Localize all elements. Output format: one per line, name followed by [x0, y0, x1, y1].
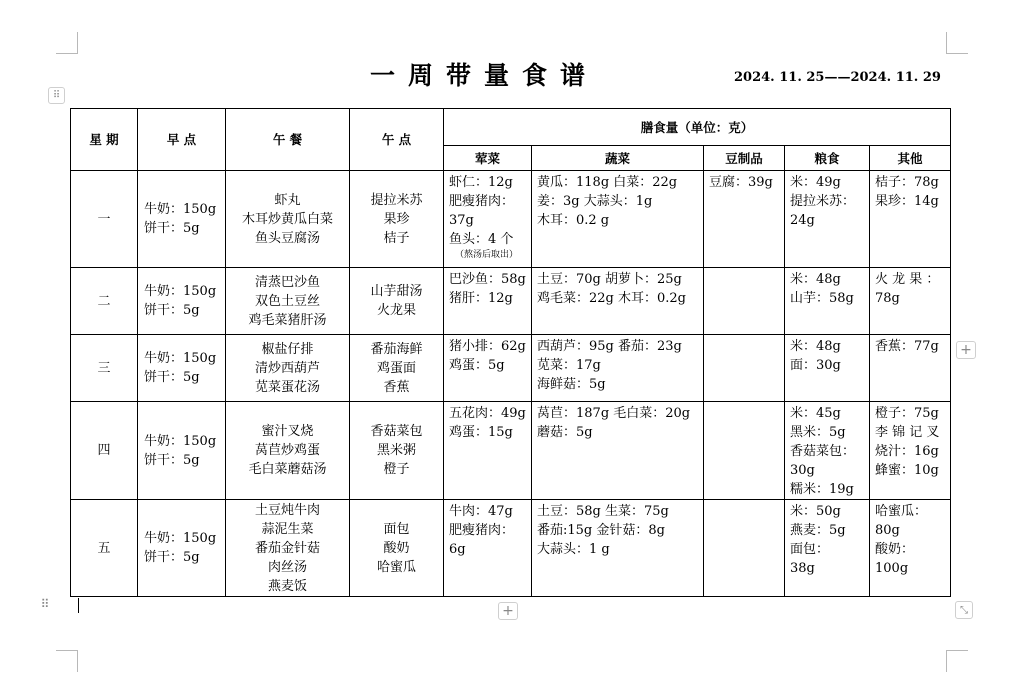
- veg-cell: [532, 500, 704, 597]
- veg-line: 大蒜头：1 g: [537, 542, 610, 557]
- meat-cell: [444, 171, 532, 268]
- meat-line: 牛肉：47g: [449, 504, 513, 519]
- breakfast-line: 牛奶：150g: [144, 284, 217, 299]
- header-row-top: [71, 109, 951, 146]
- meat-cell: [444, 402, 532, 500]
- add-column-plus-icon[interactable]: +: [956, 341, 976, 359]
- snack-cell: [350, 268, 444, 335]
- date-range: 2024. 11. 25——2024. 11. 29: [734, 70, 941, 85]
- breakfast-cell: [138, 171, 226, 268]
- breakfast-cell: [138, 402, 226, 500]
- grain-cell: [785, 335, 870, 402]
- soy-cell: [704, 335, 785, 402]
- grain-line: 燕麦：5g: [790, 523, 846, 538]
- lunch-line: 椒盐仔排: [261, 341, 314, 357]
- breakfast-line: 饼干：5g: [144, 303, 200, 318]
- veg-line: 番茄:15g 金针菇：8g: [537, 523, 665, 538]
- breakfast-line: 饼干：5g: [144, 370, 200, 385]
- veg-cell: [532, 402, 704, 500]
- add-row-plus-icon[interactable]: +: [498, 602, 518, 620]
- grain-line: 糯米：19g: [790, 482, 854, 497]
- day-cell: 一: [71, 171, 138, 268]
- crop-mark-top-right: [946, 32, 968, 54]
- meat-line: 鸡蛋：5g: [449, 358, 505, 373]
- meat-line: 肥瘦猪肉：: [449, 194, 515, 209]
- snack-line: 鸡蛋面: [376, 360, 416, 376]
- other-line: 80g: [875, 523, 900, 538]
- soy-cell: [704, 171, 785, 268]
- breakfast-line: 牛奶：150g: [144, 433, 217, 449]
- table-row: [71, 335, 951, 402]
- other-cell: [870, 268, 951, 335]
- grain-line: 米：49g: [790, 175, 841, 190]
- grain-line: 米：50g: [790, 504, 841, 519]
- meat-line: 猪小排：62g: [449, 339, 526, 354]
- grain-line: 米：48g: [790, 339, 841, 354]
- meat-note: （熬汤后取出）: [455, 250, 519, 260]
- meat-line: 鱼头：4 个: [449, 232, 514, 247]
- day-cell: 四: [71, 402, 138, 500]
- veg-line: 蘑菇：5g: [537, 425, 593, 440]
- lunch-line: 番茄金针菇: [254, 540, 320, 556]
- breakfast-line: 牛奶：150g: [144, 531, 217, 546]
- soy-cell: [704, 500, 785, 597]
- crop-mark-bottom-right: [946, 650, 968, 672]
- other-line: 100g: [875, 561, 909, 576]
- snack-cell: [350, 402, 444, 500]
- veg-line: 海鲜菇：5g: [537, 377, 606, 392]
- snack-cell: [350, 335, 444, 402]
- grain-cell: [785, 500, 870, 597]
- grain-cell: [785, 171, 870, 268]
- other-line: 78g: [875, 291, 900, 306]
- meat-line: 巴沙鱼：58g: [449, 272, 526, 287]
- meat-line: 鸡蛋：15g: [449, 425, 513, 440]
- lunch-line: 毛白菜蘑菇汤: [248, 462, 327, 477]
- lunch-line: 鸡毛菜猪肝汤: [248, 312, 327, 328]
- breakfast-cell: [138, 268, 226, 335]
- grain-cell: [785, 402, 870, 500]
- lunch-line: 燕麦饭: [267, 578, 307, 594]
- grain-line: 米：45g: [790, 406, 841, 421]
- veg-line: 黄瓜：118g 白菜：22g: [537, 175, 678, 190]
- veg-line: 土豆：70g 胡萝卜：25g: [537, 272, 682, 287]
- other-line: 桔子：78g: [875, 175, 939, 190]
- snack-line: 面包: [383, 521, 410, 537]
- lunch-line: 清炒西葫芦: [254, 360, 320, 376]
- day-cell: 五: [71, 500, 138, 597]
- veg-line: 西葫芦：95g 番茄：23g: [537, 339, 682, 354]
- breakfast-cell: [138, 500, 226, 597]
- snack-cell: [350, 171, 444, 268]
- soy-line: 豆腐：39g: [709, 175, 773, 190]
- table-row: [71, 402, 951, 500]
- meat-cell: [444, 500, 532, 597]
- breakfast-line: 牛奶：150g: [144, 202, 217, 217]
- document-title: 一周带量食谱: [370, 61, 599, 90]
- table-row: [71, 268, 951, 335]
- snack-line: 提拉米苏: [370, 192, 423, 208]
- grain-line: 30g: [790, 463, 815, 478]
- grain-line: 提拉米苏：: [790, 194, 856, 209]
- other-line: 香蕉：77g: [875, 339, 939, 354]
- lunch-line: 苋菜蛋花汤: [254, 379, 320, 395]
- veg-line: 土豆：58g 生菜：75g: [537, 504, 669, 519]
- meat-cell: [444, 335, 532, 402]
- header-snack: 午 点: [350, 109, 444, 171]
- other-line: 哈蜜瓜：: [875, 504, 928, 519]
- snack-line: 黑米粥: [376, 443, 416, 458]
- meat-line: 肥瘦猪肉：: [449, 523, 515, 538]
- table-row: [71, 171, 951, 268]
- other-line: 烧汁：16g: [875, 444, 939, 459]
- other-line: 橙子：75g: [875, 406, 939, 421]
- lunch-cell: [226, 402, 350, 500]
- breakfast-line: 牛奶：150g: [144, 351, 217, 366]
- meat-cell: [444, 268, 532, 335]
- grain-line: 香菇菜包：: [790, 444, 856, 459]
- crop-mark-top-left: [56, 32, 78, 54]
- other-cell: [870, 171, 951, 268]
- other-cell: [870, 402, 951, 500]
- crop-mark-bottom-left: [56, 650, 78, 672]
- meat-line: 五花肉：49g: [449, 406, 526, 421]
- grain-line: 面包：: [790, 542, 830, 557]
- table-row: [71, 500, 951, 597]
- snack-line: 桔子: [383, 230, 410, 246]
- lunch-cell: [226, 335, 350, 402]
- veg-cell: [532, 268, 704, 335]
- header-lunch: 午 餐: [226, 109, 350, 171]
- grain-line: 黑米：5g: [790, 425, 846, 440]
- breakfast-line: 饼干：5g: [144, 221, 200, 236]
- day-cell: 三: [71, 335, 138, 402]
- veg-line: 姜：3g 大蒜头：1g: [537, 194, 653, 209]
- breakfast-cell: [138, 335, 226, 402]
- snack-cell: [350, 500, 444, 597]
- snack-line: 果珍: [383, 211, 410, 227]
- lunch-line: 肉丝汤: [267, 559, 307, 575]
- veg-cell: [532, 335, 704, 402]
- snack-line: 哈蜜瓜: [376, 559, 416, 575]
- header-grain: 粮食: [785, 146, 870, 171]
- other-line: 酸奶：: [875, 542, 915, 557]
- snack-line: 山芋甜汤: [370, 284, 423, 299]
- other-line: 果珍：14g: [875, 194, 939, 209]
- lunch-cell: [226, 171, 350, 268]
- soy-cell: [704, 268, 785, 335]
- breakfast-line: 饼干：5g: [144, 550, 200, 565]
- lunch-cell: [226, 268, 350, 335]
- lunch-line: 双色土豆丝: [254, 293, 320, 309]
- lunch-line: 蒜泥生菜: [261, 521, 314, 537]
- grain-line: 24g: [790, 213, 815, 228]
- snack-line: 香蕉: [383, 379, 410, 395]
- snack-line: 橙子: [383, 462, 410, 477]
- other-cell: [870, 335, 951, 402]
- grain-line: 38g: [790, 561, 815, 576]
- row-drag-grip-icon[interactable]: ⠿: [40, 597, 50, 611]
- other-line: 火 龙 果 ：: [875, 272, 940, 287]
- lunch-line: 土豆炖牛肉: [254, 502, 320, 518]
- lunch-line: 鱼头豆腐汤: [254, 230, 320, 246]
- day-cell: 二: [71, 268, 138, 335]
- meat-line: 37g: [449, 213, 474, 228]
- header-day: 星 期: [71, 109, 138, 171]
- snack-line: 番茄海鲜: [370, 341, 423, 357]
- meat-line: 虾仁：12g: [449, 175, 513, 190]
- grain-line: 面：30g: [790, 358, 841, 373]
- breakfast-line: 饼干：5g: [144, 452, 200, 468]
- lunch-line: 虾丸: [274, 192, 301, 208]
- text-cursor: [78, 598, 79, 613]
- table-move-handle-icon[interactable]: ⠿: [48, 87, 65, 104]
- lunch-cell: [226, 500, 350, 597]
- weekly-menu-table: [70, 108, 951, 597]
- table-resize-icon[interactable]: ⤡: [955, 601, 973, 619]
- header-intake: 膳食量（单位：克）: [444, 109, 951, 146]
- header-other: 其他: [870, 146, 951, 171]
- soy-cell: [704, 402, 785, 500]
- header-soy: 豆制品: [704, 146, 785, 171]
- header-meat: 荤菜: [444, 146, 532, 171]
- veg-line: 木耳：0.2 g: [537, 213, 610, 228]
- grain-line: 米：48g: [790, 272, 841, 287]
- meat-line: 猪肝：12g: [449, 291, 513, 306]
- grain-line: 山芋：58g: [790, 291, 854, 306]
- lunch-line: 清蒸巴沙鱼: [254, 274, 320, 290]
- header-breakfast: 早 点: [138, 109, 226, 171]
- header-veg: 蔬菜: [532, 146, 704, 171]
- lunch-line: 莴苣炒鸡蛋: [254, 443, 320, 458]
- meat-line: 6g: [449, 542, 466, 557]
- snack-line: 酸奶: [383, 540, 410, 556]
- veg-cell: [532, 171, 704, 268]
- other-line: 李 锦 记 叉: [875, 425, 940, 440]
- snack-line: 香菇菜包: [370, 424, 423, 439]
- other-cell: [870, 500, 951, 597]
- other-line: 蜂蜜：10g: [875, 463, 939, 478]
- snack-line: 火龙果: [376, 303, 416, 318]
- grain-cell: [785, 268, 870, 335]
- lunch-line: 蜜汁叉烧: [261, 424, 314, 439]
- lunch-line: 木耳炒黄瓜白菜: [241, 211, 333, 227]
- veg-line: 苋菜：17g: [537, 358, 601, 373]
- veg-line: 莴苣：187g 毛白菜：20g: [537, 406, 691, 421]
- veg-line: 鸡毛菜：22g 木耳：0.2g: [537, 291, 686, 306]
